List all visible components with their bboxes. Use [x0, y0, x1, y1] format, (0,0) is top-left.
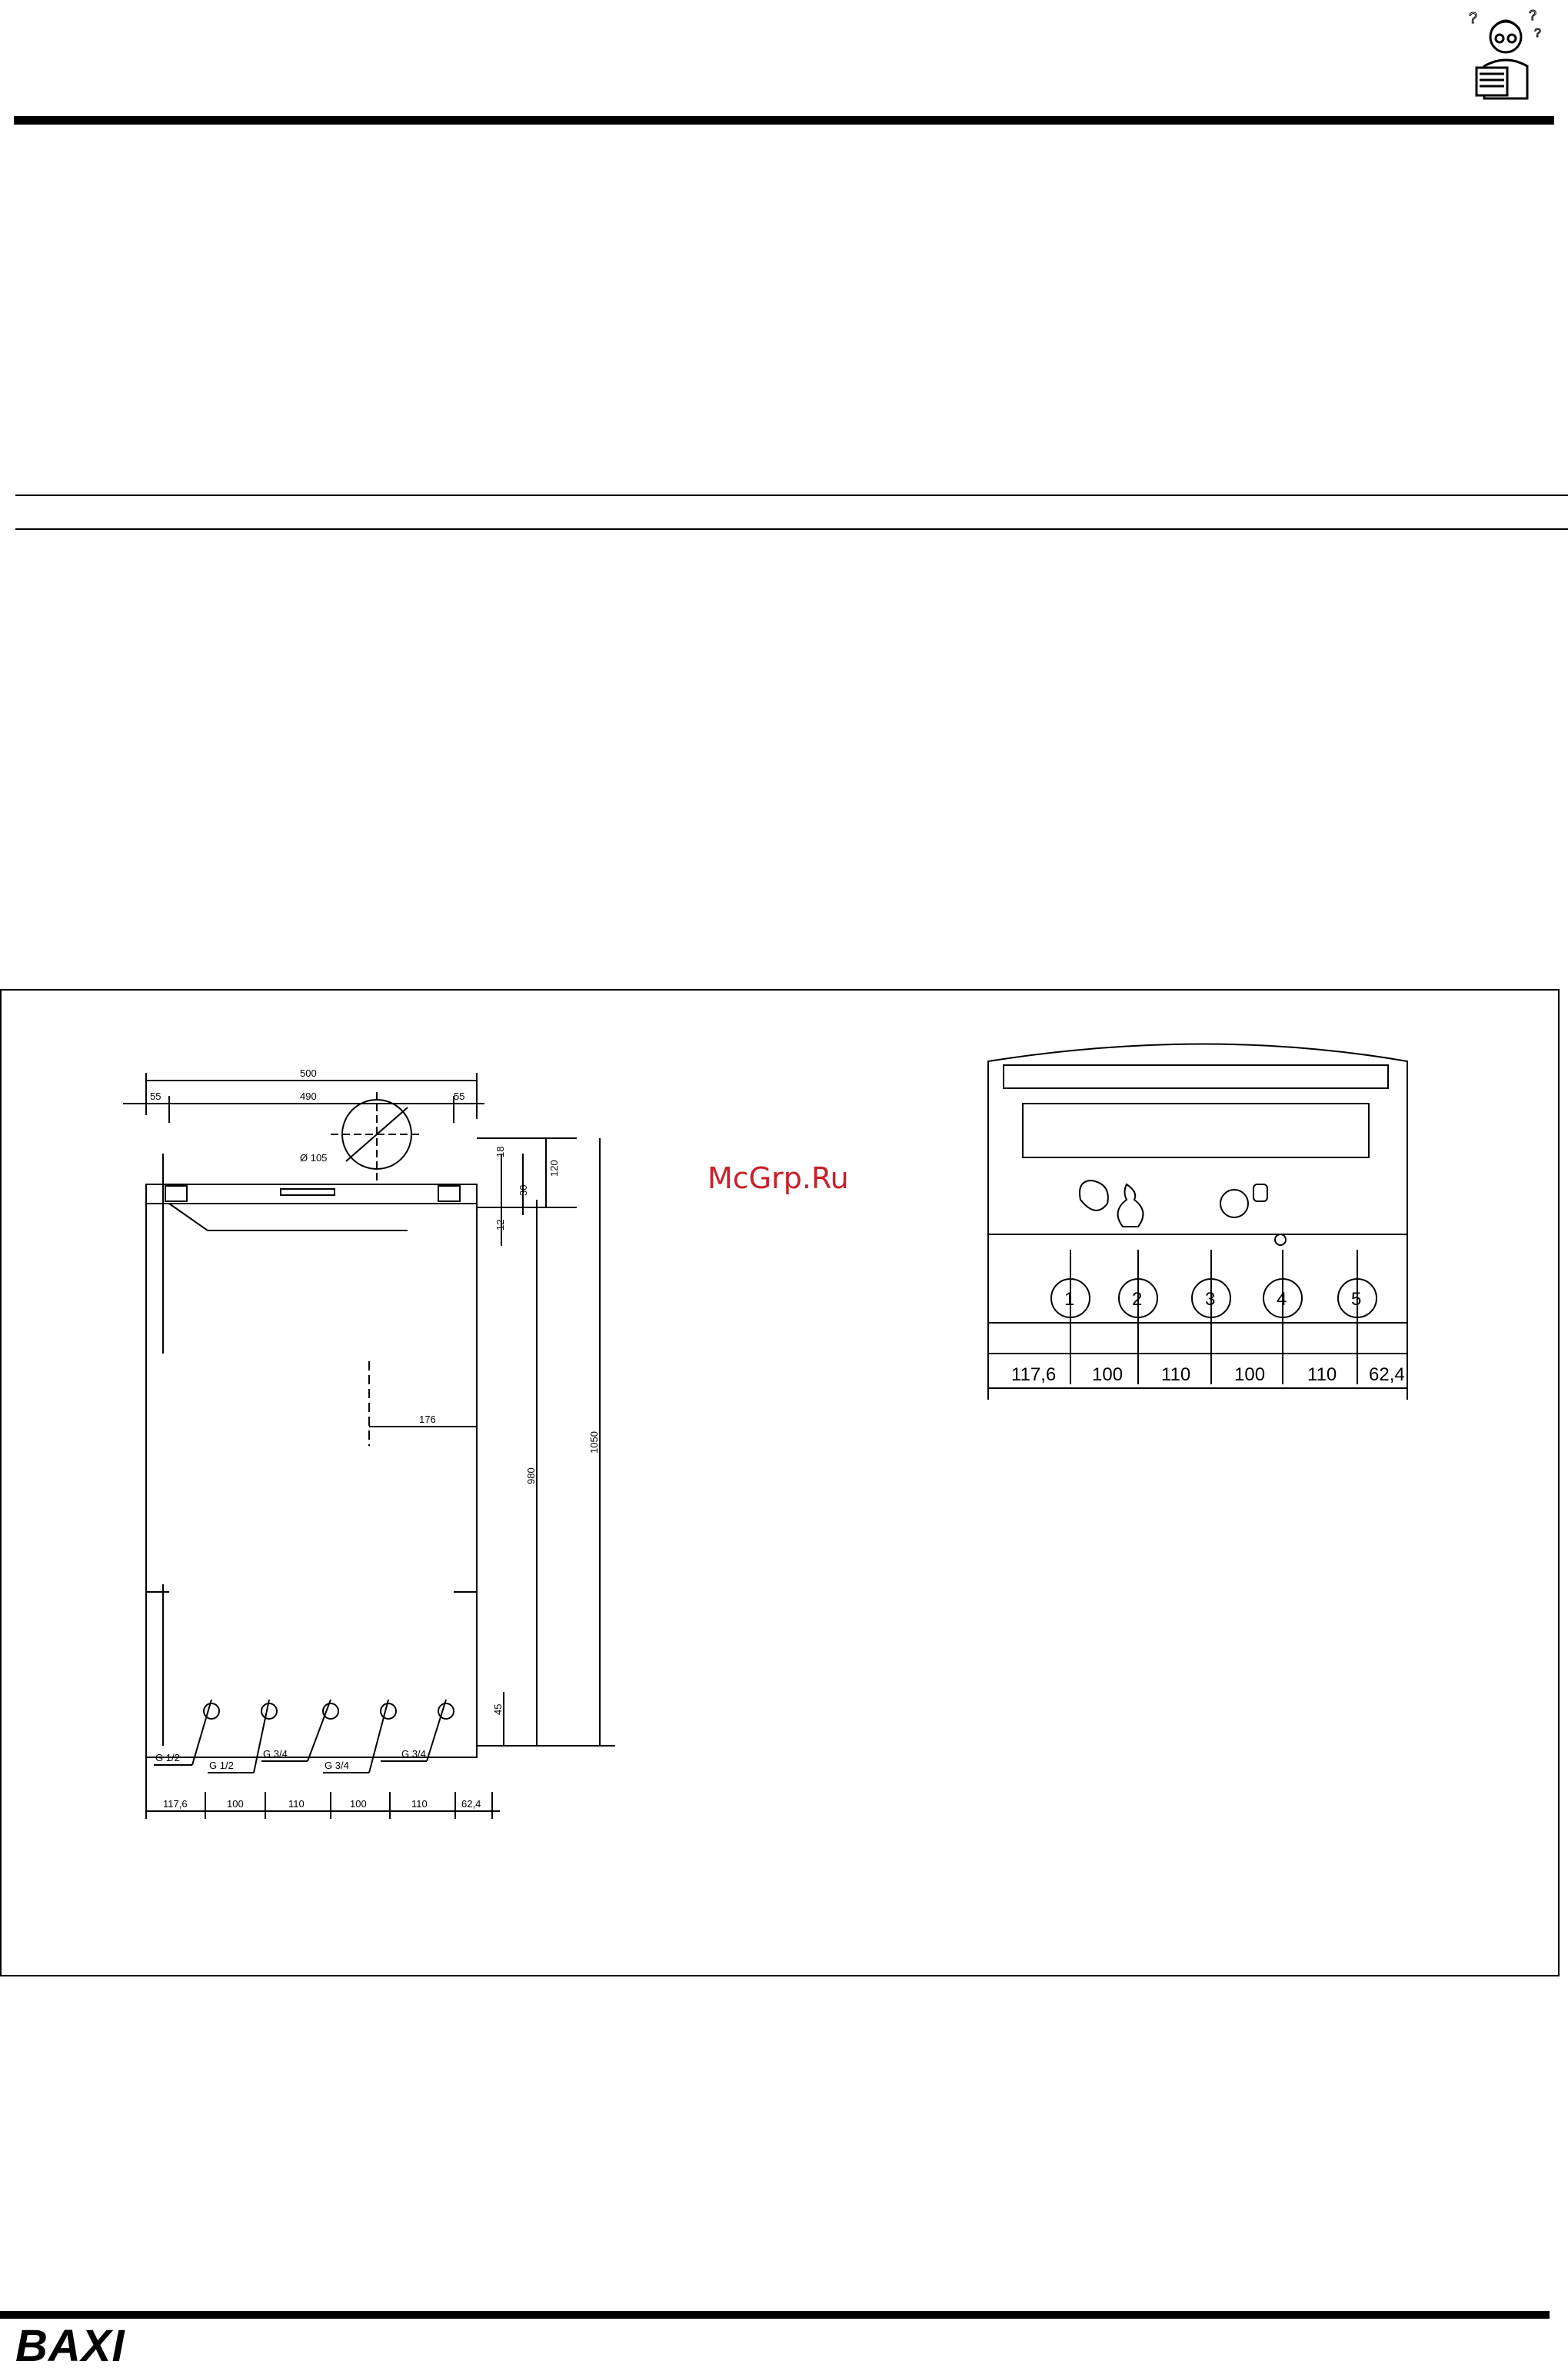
dim-500: 500 [300, 1067, 317, 1079]
flue-diameter: Ø 105 [300, 1152, 328, 1164]
bottom-dim: 62,4 [1369, 1364, 1405, 1385]
connection-1: 1 [1064, 1289, 1075, 1310]
bottom-dim: 117,6 [1011, 1364, 1057, 1385]
bottom-dim: 100 [1092, 1364, 1124, 1385]
bottom-dim: 100 [227, 1798, 244, 1810]
bottom-dim: 110 [1161, 1364, 1191, 1385]
bottom-dim: 110 [411, 1798, 428, 1810]
bottom-dim: 100 [1234, 1364, 1266, 1385]
reading-man-icon [1461, 6, 1550, 110]
fitting-label: G 3/4 [401, 1748, 426, 1760]
svg-text:?: ? [1529, 8, 1537, 23]
section-rule-bottom [15, 528, 1568, 530]
bottom-dim: 110 [288, 1798, 305, 1810]
dim-120: 120 [548, 1160, 560, 1177]
dim-12: 12 [494, 1219, 506, 1230]
connection-panel-drawing [977, 1031, 1438, 1430]
fitting-label: G 3/4 [263, 1748, 288, 1760]
watermark: McGrp.Ru [707, 1161, 849, 1195]
fitting-label: G 1/2 [155, 1752, 180, 1763]
connection-4: 4 [1277, 1289, 1287, 1310]
baxi-logo: BAXI [15, 2321, 125, 2371]
bottom-dim: 62,4 [461, 1798, 481, 1810]
dim-1050: 1050 [588, 1431, 600, 1454]
dim-18: 18 [494, 1146, 506, 1157]
connection-5: 5 [1351, 1289, 1362, 1310]
bottom-dim: 100 [350, 1798, 367, 1810]
dim-30: 30 [518, 1184, 529, 1196]
connection-3: 3 [1205, 1289, 1216, 1310]
bottom-dim: 110 [1307, 1364, 1337, 1385]
fitting-label: G 1/2 [209, 1760, 234, 1771]
connection-2: 2 [1132, 1289, 1143, 1310]
bottom-dim: 117,6 [163, 1798, 188, 1810]
dim-980: 980 [525, 1467, 537, 1484]
top-rule [14, 116, 1554, 125]
boiler-dimension-drawing [115, 1054, 654, 1838]
section-rule-top [15, 495, 1568, 496]
dim-55-right: 55 [454, 1091, 465, 1102]
dim-55-left: 55 [150, 1091, 161, 1102]
bottom-rule [0, 2311, 1550, 2319]
dim-490: 490 [300, 1091, 317, 1102]
svg-text:?: ? [1534, 27, 1541, 40]
fitting-label: G 3/4 [325, 1760, 349, 1771]
dim-45: 45 [492, 1703, 504, 1715]
dim-176: 176 [419, 1414, 436, 1425]
svg-text:?: ? [1469, 10, 1478, 27]
